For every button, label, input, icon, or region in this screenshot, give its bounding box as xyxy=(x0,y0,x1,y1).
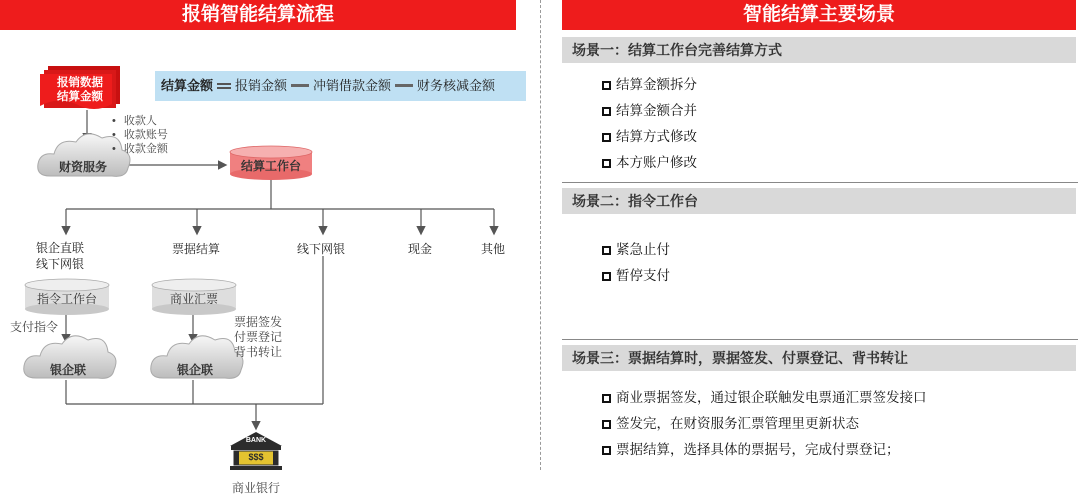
scene2-item-text: 暂停支付 xyxy=(616,268,670,283)
cloud-bank2-label: 银企联 xyxy=(176,363,213,377)
scene2-item-text: 紧急止付 xyxy=(616,242,670,257)
payee-bullets xyxy=(112,114,168,156)
bill-note-endorse: 背书转让 xyxy=(234,345,283,359)
scene1-item xyxy=(602,124,697,150)
scene2-item xyxy=(602,237,670,263)
scene2-list xyxy=(602,237,670,289)
bill-note-register: 付票登记 xyxy=(234,330,283,344)
legend-offset-amount: 冲销借款金额 xyxy=(313,78,392,93)
scene2-header: 场景二：指令工作台 xyxy=(562,188,1076,214)
doc-stack-line2: 结算金额 xyxy=(57,91,103,103)
checkbox-icon xyxy=(602,446,611,455)
bill-notes xyxy=(234,315,282,360)
pay-instruction-label: 支付指令 xyxy=(10,320,59,334)
scene1-item-text: 结算金额合并 xyxy=(616,103,697,118)
bill-db-label: 商业汇票 xyxy=(169,292,218,306)
branch-bank-direct xyxy=(36,240,84,272)
settle-db-label: 结算工作台 xyxy=(240,159,301,173)
checkbox-icon xyxy=(602,420,611,429)
legend-deduct-amount: 财务核减金额 xyxy=(417,78,496,93)
left-title: 报销智能结算流程 xyxy=(181,4,334,25)
checkbox-icon xyxy=(602,394,611,403)
branch-offline-bank: 线下网银 xyxy=(297,242,346,256)
doc-stack-label xyxy=(44,76,116,104)
bullet-item: • 收款账号 xyxy=(112,128,168,142)
scene1-item xyxy=(602,150,697,176)
right-title-bar xyxy=(562,0,1076,30)
scene1-item xyxy=(602,98,697,124)
bank-money-text: $$$ xyxy=(248,452,264,462)
equals-icon xyxy=(217,82,231,90)
panel-divider xyxy=(540,0,541,470)
bank-label: 商业银行 xyxy=(231,481,280,495)
scene1-list xyxy=(602,72,697,176)
doc-stack-line1: 报销数据 xyxy=(57,77,103,89)
minus-icon xyxy=(395,82,413,90)
scene2-item xyxy=(602,263,670,289)
scene1-item xyxy=(602,72,697,98)
scene3-header: 场景三：票据结算时，票据签发、付票登记、背书转让 xyxy=(562,345,1076,371)
scene1-item-text: 本方账户修改 xyxy=(616,155,697,170)
checkbox-icon xyxy=(602,107,611,116)
cloud-finance-label: 财资服务 xyxy=(58,160,107,174)
instr-db-label: 指令工作台 xyxy=(36,292,97,306)
scene3-item xyxy=(602,385,927,411)
checkbox-icon xyxy=(602,81,611,90)
scene3-item xyxy=(602,437,927,463)
bullet-item: • 收款金额 xyxy=(112,142,168,156)
branch-bank-direct-line1: 银企直联 xyxy=(36,241,85,255)
cloud-bank1-label: 银企联 xyxy=(49,363,86,377)
scene3-list xyxy=(602,385,927,463)
scene1-item-text: 结算方式修改 xyxy=(616,129,697,144)
bullet-item: • 收款人 xyxy=(112,114,168,128)
branch-other: 其他 xyxy=(481,242,506,256)
scene2-separator xyxy=(562,339,1078,340)
scene1-header: 场景一：结算工作台完善结算方式 xyxy=(562,37,1076,63)
checkbox-icon xyxy=(602,159,611,168)
bank-sign-text: BANK xyxy=(245,437,267,444)
legend-settle-amount: 结算金额 xyxy=(161,78,214,93)
scene3-item-text: 商业票据签发，通过银企联触发电票通汇票签发接口 xyxy=(616,390,927,405)
amount-legend xyxy=(155,71,526,101)
scene3-item-text: 票据结算，选择具体的票据号，完成付票登记； xyxy=(616,442,900,457)
branch-bank-direct-line2: 线下网银 xyxy=(36,257,85,271)
legend-reimburse-amount: 报销金额 xyxy=(235,78,288,93)
scene3-item xyxy=(602,411,927,437)
scene3-item-text: 签发完，在财资服务汇票管理里更新状态 xyxy=(616,416,859,431)
checkbox-icon xyxy=(602,133,611,142)
checkbox-icon xyxy=(602,246,611,255)
scene1-separator xyxy=(562,182,1078,183)
right-title: 智能结算主要场景 xyxy=(742,4,895,25)
branch-bill: 票据结算 xyxy=(172,242,221,256)
scene1-item-text: 结算金额拆分 xyxy=(616,77,697,92)
minus-icon xyxy=(291,82,309,90)
bill-note-issue: 票据签发 xyxy=(234,315,283,329)
branch-cash: 现金 xyxy=(408,242,433,256)
checkbox-icon xyxy=(602,272,611,281)
